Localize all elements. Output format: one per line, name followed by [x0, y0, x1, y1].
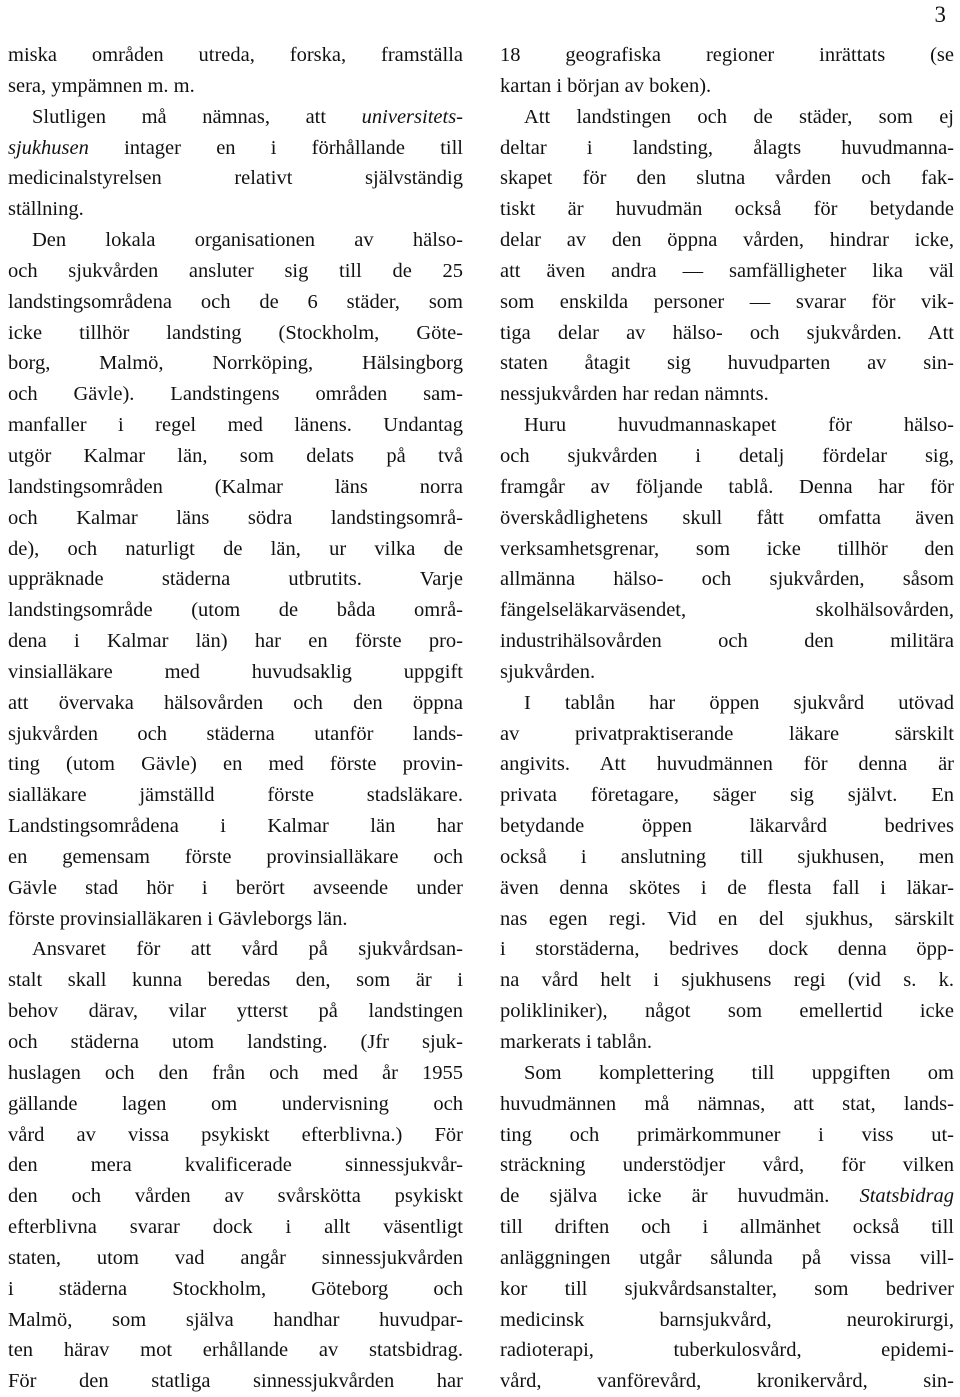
text-line: Att landstingen och de städer, som ej: [524, 105, 954, 128]
text-line: verksamhetsgrenar, som icke tillhör den: [500, 537, 954, 560]
text-line: landstingsområdena och de 6 städer, som: [8, 290, 463, 313]
text-line: behov därav, vilar ytterst på landstingen: [8, 1000, 463, 1023]
text-line: ställning.: [8, 198, 84, 221]
text-line: miska områden utreda, forska, framställa: [8, 44, 463, 66]
text-line: och sjukvården i detalj fördelar sig,: [500, 444, 954, 467]
text-line: Slutligen må nämnas, att universitets-: [32, 105, 463, 128]
text-line: delar av den öppna vården, hindrar icke,: [500, 229, 954, 252]
text-line: ting och primärkommuner i viss ut-: [500, 1123, 954, 1146]
text-line: utgör Kalmar län, som delats på två: [8, 444, 463, 467]
text-line: polikliniker), något som emellertid icke: [500, 1000, 954, 1023]
text-line: I tablån har öppen sjukvård utövad: [524, 691, 954, 714]
text-line: icke tillhör landsting (Stockholm, Göte-: [8, 321, 463, 344]
text-line: borg, Malmö, Norrköping, Hälsingborg: [8, 352, 463, 375]
text-line: tiga delar av hälso- och sjukvården. Att: [500, 321, 954, 344]
text-line: den och vården av svårskötta psykiskt: [8, 1185, 463, 1208]
text-line: nessjukvården har redan nämnts.: [500, 383, 769, 406]
text-line: Landstingsområdena i Kalmar län har: [8, 815, 463, 838]
text-line: av privatpraktiserande läkare särskilt: [500, 722, 954, 745]
italic-term: universitets-: [361, 105, 463, 128]
left-column: [8, 40, 463, 1397]
text-line: vinsialläkare med huvudsaklig uppgift: [8, 660, 463, 683]
text-line: medicinsk barnsjukvård, neurokirurgi,: [500, 1308, 954, 1331]
text-line: na vård helt i sjukhusens regi (vid s. k.: [500, 969, 954, 992]
italic-term: sjukhusen: [8, 136, 89, 159]
text-line: manfaller i regel med länens. Undantag: [8, 414, 463, 437]
text-line: sera, ympämnen m. m.: [8, 74, 195, 97]
text-line: sjukvården.: [500, 660, 596, 683]
text-line: sialläkare jämställd förste stadsläkare.: [8, 784, 463, 807]
text-line: vård, vanförevård, kronikervård, sin-: [500, 1370, 954, 1393]
text-line: som enskilda personer — svarar för vik-: [500, 290, 954, 313]
text-line: markerats i tablån.: [500, 1031, 652, 1053]
text-line: de själva icke är huvudmän. Statsbidrag: [500, 1185, 954, 1208]
text-line: även denna skötes i de flesta fall i läkar-: [500, 876, 954, 899]
text-line: uppräknade städerna utbrutits. Varje: [8, 568, 463, 591]
text-line: kor till sjukvårdsanstalter, som bedriver: [500, 1277, 954, 1300]
text-line: också i anslutning till sjukhusen, men: [500, 845, 954, 868]
text-line: 18 geografiska regioner inrättats (se: [500, 44, 954, 66]
text-line: landstingsområden (Kalmar läns norra: [8, 475, 463, 498]
text-line: och Gävle). Landstingens områden sam-: [8, 383, 463, 406]
text-line: huvudmännen må nämnas, att stat, lands-: [500, 1092, 954, 1115]
text-line: ting (utom Gävle) en med förste provin-: [8, 753, 463, 776]
text-line: huslagen och den från och med år 1955: [8, 1061, 463, 1084]
text-line: betydande öppen läkarvård bedrives: [500, 815, 954, 838]
italic-term: Statsbidrag: [859, 1185, 954, 1208]
text-line: en gemensam förste provinsialläkare och: [8, 845, 463, 868]
text-line: skapet för den slutna vården och fak-: [500, 167, 954, 190]
text-line: framgår av följande tablå. Denna har för: [500, 475, 954, 498]
text-line: till driften och i allmänhet också till: [500, 1216, 954, 1239]
right-column: [500, 40, 954, 1397]
text-line: dena i Kalmar län) har en förste pro-: [8, 630, 463, 653]
text-line: ten härav mot erhållande av statsbidrag.: [8, 1339, 463, 1362]
text-line: vård av vissa psykiskt efterblivna.) För: [8, 1123, 463, 1146]
text-line: radioterapi, tuberkulosvård, epidemi-: [500, 1339, 954, 1362]
text-line: sjukvården och städerna utanför lands-: [8, 722, 463, 745]
text-line: Gävle stad hör i berört avseende under: [8, 876, 463, 899]
text-line: För den statliga sinnessjukvården har: [8, 1370, 463, 1393]
text-line: staten, utom vad angår sinnessjukvården: [8, 1246, 463, 1269]
text-line: landstingsområde (utom de båda områ-: [8, 599, 463, 622]
text-line: privata företagare, säger sig självt. En: [500, 784, 954, 807]
text-line: allmänna hälso- och sjukvården, såsom: [500, 568, 954, 591]
text-line: fängelseläkarväsendet, skolhälsovården,: [500, 599, 954, 622]
text-line: deltar i landsting, ålagts huvudmanna-: [500, 136, 954, 159]
text-line: kartan i början av boken).: [500, 74, 712, 97]
page-number: 3: [934, 2, 946, 27]
text-line: Ansvaret för att vård på sjukvårdsan-: [32, 938, 463, 961]
text-line: sjukhusen intager en i förhållande till: [8, 136, 463, 159]
text-line: Malmö, som själva handhar huvudpar-: [8, 1308, 463, 1331]
text-line: Huru huvudmannaskapet för hälso-: [524, 414, 954, 437]
text-line: och Kalmar läns södra landstingsområ-: [8, 506, 463, 529]
text-line: den mera kvalificerade sinnessjukvår-: [8, 1154, 463, 1177]
text-line: att övervaka hälsovården och den öppna: [8, 691, 463, 714]
text-line: tiskt är huvudmän också för betydande: [500, 198, 954, 221]
text-line: sträckning understödjer vård, för vilken: [500, 1154, 954, 1177]
text-line: anläggningen utgår sålunda på vissa vill-: [500, 1246, 954, 1269]
text-line: förste provinsialläkaren i Gävleborgs län.: [8, 907, 348, 930]
text-line: och sjukvården ansluter sig till de 25: [8, 259, 463, 282]
text-line: medicinalstyrelsen relativt självständig: [8, 167, 463, 190]
text-line: de), och naturligt de län, ur vilka de: [8, 537, 463, 560]
text-line: Den lokala organisationen av hälso-: [32, 229, 463, 252]
text-line: i städerna Stockholm, Göteborg och: [8, 1277, 463, 1300]
text-line: Som komplettering till uppgiften om: [524, 1061, 954, 1084]
text-line: i storstäderna, bedrives dock denna öpp-: [500, 938, 954, 961]
text-line: angivits. Att huvudmännen för denna är: [500, 753, 954, 776]
text-line: nas egen regi. Vid en del sjukhus, särskilt: [500, 907, 954, 930]
text-line: staten åtagit sig huvudparten av sin-: [500, 352, 954, 375]
text-line: gällande lagen om undervisning och: [8, 1092, 463, 1115]
text-line: att även andra — samfälligheter lika väl: [500, 259, 954, 282]
text-line: efterblivna svarar dock i allt väsentligt: [8, 1216, 463, 1239]
text-line: industrihälsovården och den militära: [500, 630, 954, 653]
text-line: och städerna utom landsting. (Jfr sjuk-: [8, 1031, 463, 1053]
text-line: överskådlighetens skull fått omfatta även: [500, 506, 954, 529]
text-line: stalt skall kunna beredas den, som är i: [8, 969, 463, 992]
